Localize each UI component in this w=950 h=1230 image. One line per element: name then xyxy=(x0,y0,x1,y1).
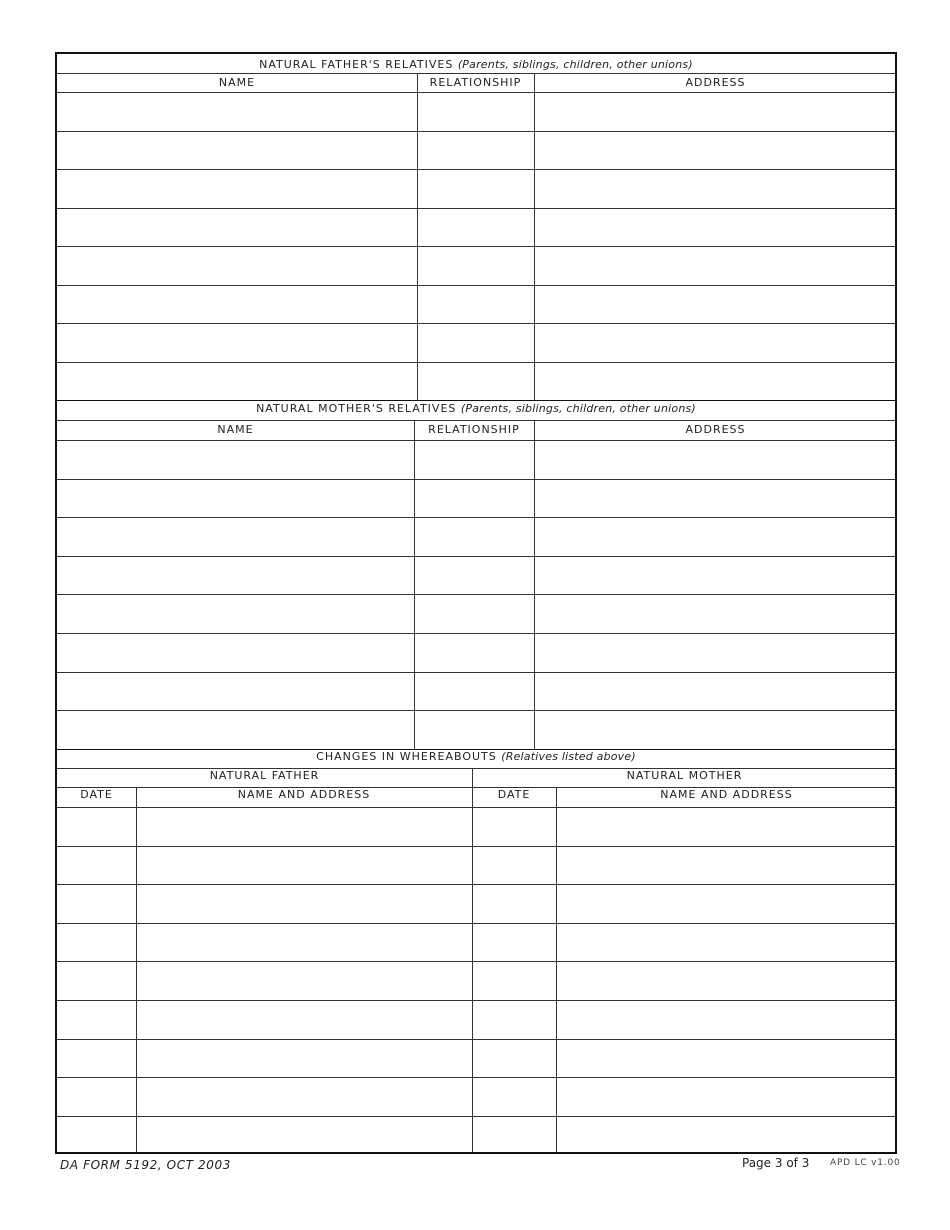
mother-change-name-address-1 xyxy=(557,808,896,845)
father-change-date-2 xyxy=(58,847,135,884)
father-relative-address-4-input[interactable] xyxy=(535,209,896,246)
father-relative-address-5 xyxy=(535,247,896,284)
father-col-date-header: DATE xyxy=(80,788,113,801)
father-relative-relationship-2-input[interactable] xyxy=(418,132,533,169)
mother-relative-name-4 xyxy=(58,557,413,594)
father-col-relationship-header: RELATIONSHIP xyxy=(429,76,522,89)
father-relative-relationship-3 xyxy=(418,170,533,207)
mother-relative-relationship-1 xyxy=(415,441,533,478)
father-change-name-address-9 xyxy=(137,1117,471,1151)
father-relative-address-4 xyxy=(535,209,896,246)
father-relative-name-6 xyxy=(58,286,416,323)
father-title-divider xyxy=(57,73,895,74)
mother-change-name-address-5 xyxy=(557,962,896,999)
mother-change-date-6 xyxy=(473,1001,555,1038)
mother-change-date-9-input[interactable] xyxy=(473,1117,555,1151)
mother-relative-name-2 xyxy=(58,480,413,517)
mother-col-date-header: DATE xyxy=(497,788,531,801)
father-change-name-address-2-input[interactable] xyxy=(137,847,471,884)
mother-change-name-address-7 xyxy=(557,1040,896,1077)
father-col-name-header: NAME xyxy=(218,76,256,89)
father-relative-name-5-input[interactable] xyxy=(58,247,416,284)
mother-relative-relationship-1-input[interactable] xyxy=(415,441,533,478)
mother-change-date-3 xyxy=(473,885,555,922)
changes-section-title xyxy=(57,748,895,766)
father-change-date-1-input[interactable] xyxy=(58,808,135,845)
mother-relative-relationship-5 xyxy=(415,595,533,632)
mother-relative-name-6 xyxy=(58,634,413,671)
mother-change-name-address-1-input[interactable] xyxy=(557,808,896,845)
mother-change-name-address-8 xyxy=(557,1078,896,1115)
father-change-name-address-3-input[interactable] xyxy=(137,885,471,922)
father-change-name-address-3 xyxy=(137,885,471,922)
father-relative-name-3 xyxy=(58,170,416,207)
changes-father-label: NATURAL FATHER xyxy=(209,769,320,782)
mother-section-title xyxy=(57,400,895,418)
father-relative-address-2-input[interactable] xyxy=(535,132,896,169)
mother-change-name-address-2-input[interactable] xyxy=(557,847,896,884)
form-version: APD LC v1.00 xyxy=(830,1158,901,1168)
father-change-name-address-2 xyxy=(137,847,471,884)
mother-relative-name-4-input[interactable] xyxy=(58,557,413,594)
mother-relative-name-5 xyxy=(58,595,413,632)
mother-change-date-2 xyxy=(473,847,555,884)
mother-relative-relationship-4 xyxy=(415,557,533,594)
mother-change-name-address-8-input[interactable] xyxy=(557,1078,896,1115)
mother-relative-address-3 xyxy=(535,518,896,555)
father-change-date-2-input[interactable] xyxy=(58,847,135,884)
father-change-date-7-input[interactable] xyxy=(58,1040,135,1077)
mother-relative-relationship-6-input[interactable] xyxy=(415,634,533,671)
mother-relative-relationship-8 xyxy=(415,711,533,748)
mother-relative-address-3-input[interactable] xyxy=(535,518,896,555)
mother-relative-name-8-input[interactable] xyxy=(58,711,413,748)
mother-change-name-address-5-input[interactable] xyxy=(557,962,896,999)
father-relative-address-8 xyxy=(535,363,896,400)
father-change-name-address-8 xyxy=(137,1078,471,1115)
father-relative-name-6-input[interactable] xyxy=(58,286,416,323)
father-relative-name-2 xyxy=(58,132,416,169)
father-section-title xyxy=(57,56,895,74)
mother-relative-address-1-input[interactable] xyxy=(535,441,896,478)
father-change-date-9-input[interactable] xyxy=(58,1117,135,1151)
changes-section-subtitle: (Relatives listed above) xyxy=(501,750,636,763)
father-change-date-3 xyxy=(58,885,135,922)
father-change-name-address-4 xyxy=(137,924,471,961)
father-change-date-8 xyxy=(58,1078,135,1115)
father-relative-name-4-input[interactable] xyxy=(58,209,416,246)
father-relative-relationship-4 xyxy=(418,209,533,246)
father-section-title-text: NATURAL FATHER'S RELATIVES xyxy=(259,58,454,71)
father-change-name-address-4-input[interactable] xyxy=(137,924,471,961)
father-relative-name-7 xyxy=(58,324,416,361)
mother-change-name-address-7-input[interactable] xyxy=(557,1040,896,1077)
father-relative-name-1-input[interactable] xyxy=(58,93,416,130)
mother-relative-address-2 xyxy=(535,480,896,517)
mother-change-name-address-6-input[interactable] xyxy=(557,1001,896,1038)
mother-change-date-4 xyxy=(473,924,555,961)
father-relative-name-4 xyxy=(58,209,416,246)
father-relative-name-8 xyxy=(58,363,416,400)
father-relative-name-3-input[interactable] xyxy=(58,170,416,207)
mother-change-name-address-6 xyxy=(557,1001,896,1038)
mother-change-name-address-3-input[interactable] xyxy=(557,885,896,922)
father-change-date-4 xyxy=(58,924,135,961)
mother-change-date-8 xyxy=(473,1078,555,1115)
father-relative-address-6-input[interactable] xyxy=(535,286,896,323)
mother-change-date-5-input[interactable] xyxy=(473,962,555,999)
father-relative-name-5 xyxy=(58,247,416,284)
mother-col-name-header: NAME xyxy=(217,423,254,436)
mother-change-date-7 xyxy=(473,1040,555,1077)
father-relative-address-6 xyxy=(535,286,896,323)
father-relative-address-3 xyxy=(535,170,896,207)
father-change-name-address-5 xyxy=(137,962,471,999)
form-identifier: DA FORM 5192, OCT 2003 xyxy=(60,1158,231,1172)
father-relative-name-8-input[interactable] xyxy=(58,363,416,400)
mother-relative-name-1-input[interactable] xyxy=(58,441,413,478)
mother-change-date-8-input[interactable] xyxy=(473,1078,555,1115)
mother-relative-name-8 xyxy=(58,711,413,748)
father-change-name-address-6-input[interactable] xyxy=(137,1001,471,1038)
mother-relative-name-7-input[interactable] xyxy=(58,673,413,710)
mother-section-title-text: NATURAL MOTHER'S RELATIVES xyxy=(256,402,457,415)
father-change-date-3-input[interactable] xyxy=(58,885,135,922)
father-section-subtitle: (Parents, siblings, children, other unions) xyxy=(457,58,693,71)
mother-relative-relationship-6 xyxy=(415,634,533,671)
father-relative-relationship-1 xyxy=(418,93,533,130)
mother-change-date-1 xyxy=(473,808,555,845)
father-relative-address-5-input[interactable] xyxy=(535,247,896,284)
father-relative-relationship-2 xyxy=(418,132,533,169)
father-change-date-5-input[interactable] xyxy=(58,962,135,999)
mother-relative-address-5 xyxy=(535,595,896,632)
father-relative-relationship-5-input[interactable] xyxy=(418,247,533,284)
changes-mother-label: NATURAL MOTHER xyxy=(626,769,743,782)
father-change-name-address-7-input[interactable] xyxy=(137,1040,471,1077)
father-relative-name-1 xyxy=(58,93,416,130)
mother-change-name-address-4-input[interactable] xyxy=(557,924,896,961)
mother-change-name-address-9 xyxy=(557,1117,896,1151)
mother-relative-name-3 xyxy=(58,518,413,555)
father-change-name-address-1 xyxy=(137,808,471,845)
mother-section-subtitle: (Parents, siblings, children, other unions) xyxy=(460,402,696,415)
mother-col-address-header: ADDRESS xyxy=(685,423,746,436)
mother-relative-address-2-input[interactable] xyxy=(535,480,896,517)
mother-title-divider xyxy=(57,420,895,421)
father-change-date-6-input[interactable] xyxy=(58,1001,135,1038)
father-col-address-header: ADDRESS xyxy=(685,76,746,89)
father-relative-address-7 xyxy=(535,324,896,361)
mother-relative-relationship-3 xyxy=(415,518,533,555)
father-relative-relationship-1-input[interactable] xyxy=(418,93,533,130)
father-relative-relationship-7 xyxy=(418,324,533,361)
father-relative-relationship-3-input[interactable] xyxy=(418,170,533,207)
mother-change-date-2-input[interactable] xyxy=(473,847,555,884)
changes-parent-divider xyxy=(57,787,895,788)
father-change-date-4-input[interactable] xyxy=(58,924,135,961)
mother-change-name-address-2 xyxy=(557,847,896,884)
mother-relative-address-1 xyxy=(535,441,896,478)
father-relative-address-1 xyxy=(535,93,896,130)
mother-change-date-4-input[interactable] xyxy=(473,924,555,961)
father-relative-address-8-input[interactable] xyxy=(535,363,896,400)
mother-col-relationship-header: RELATIONSHIP xyxy=(428,423,520,436)
father-change-date-8-input[interactable] xyxy=(58,1078,135,1115)
mother-relative-relationship-2-input[interactable] xyxy=(415,480,533,517)
changes-title-divider xyxy=(57,768,895,769)
mother-change-name-address-4 xyxy=(557,924,896,961)
mother-relative-relationship-2 xyxy=(415,480,533,517)
mother-relative-relationship-3-input[interactable] xyxy=(415,518,533,555)
mother-relative-name-6-input[interactable] xyxy=(58,634,413,671)
mother-relative-name-7 xyxy=(58,673,413,710)
father-relative-relationship-8-input[interactable] xyxy=(418,363,533,400)
mother-change-date-5 xyxy=(473,962,555,999)
father-change-date-7 xyxy=(58,1040,135,1077)
mother-relative-relationship-7-input[interactable] xyxy=(415,673,533,710)
mother-relative-address-7-input[interactable] xyxy=(535,673,896,710)
mother-change-date-6-input[interactable] xyxy=(473,1001,555,1038)
mother-relative-address-7 xyxy=(535,673,896,710)
father-change-name-address-7 xyxy=(137,1040,471,1077)
mother-row-divider xyxy=(57,749,895,750)
father-row-divider xyxy=(57,400,895,401)
da-form-5192-page-3 xyxy=(55,52,897,1154)
mother-relative-address-6 xyxy=(535,634,896,671)
mother-change-date-7-input[interactable] xyxy=(473,1040,555,1077)
father-relative-address-1-input[interactable] xyxy=(535,93,896,130)
mother-relative-address-8-input[interactable] xyxy=(535,711,896,748)
mother-relative-name-5-input[interactable] xyxy=(58,595,413,632)
mother-relative-name-2-input[interactable] xyxy=(58,480,413,517)
mother-relative-address-5-input[interactable] xyxy=(535,595,896,632)
father-relative-relationship-7-input[interactable] xyxy=(418,324,533,361)
mother-relative-address-4-input[interactable] xyxy=(535,557,896,594)
mother-relative-relationship-8-input[interactable] xyxy=(415,711,533,748)
father-change-date-6 xyxy=(58,1001,135,1038)
father-col-name-address-header: NAME AND ADDRESS xyxy=(237,788,371,801)
mother-relative-relationship-5-input[interactable] xyxy=(415,595,533,632)
father-relative-relationship-6 xyxy=(418,286,533,323)
father-relative-address-7-input[interactable] xyxy=(535,324,896,361)
mother-relative-address-6-input[interactable] xyxy=(535,634,896,671)
mother-relative-address-8 xyxy=(535,711,896,748)
father-relative-name-2-input[interactable] xyxy=(58,132,416,169)
father-relative-relationship-8 xyxy=(418,363,533,400)
mother-relative-relationship-7 xyxy=(415,673,533,710)
mother-change-name-address-3 xyxy=(557,885,896,922)
father-change-name-address-6 xyxy=(137,1001,471,1038)
father-relative-address-2 xyxy=(535,132,896,169)
mother-change-date-3-input[interactable] xyxy=(473,885,555,922)
mother-col-name-address-header: NAME AND ADDRESS xyxy=(660,788,793,801)
father-change-name-address-9-input[interactable] xyxy=(137,1117,471,1151)
father-relative-name-7-input[interactable] xyxy=(58,324,416,361)
father-change-date-9 xyxy=(58,1117,135,1151)
father-change-date-5 xyxy=(58,962,135,999)
father-relative-relationship-4-input[interactable] xyxy=(418,209,533,246)
page-number: Page 3 of 3 xyxy=(742,1156,810,1170)
father-change-date-1 xyxy=(58,808,135,845)
father-relative-address-3-input[interactable] xyxy=(535,170,896,207)
mother-change-date-1-input[interactable] xyxy=(473,808,555,845)
mother-change-date-9 xyxy=(473,1117,555,1151)
father-change-name-address-8-input[interactable] xyxy=(137,1078,471,1115)
changes-section-title-text: CHANGES IN WHEREABOUTS xyxy=(316,750,497,763)
father-relative-relationship-6-input[interactable] xyxy=(418,286,533,323)
mother-relative-relationship-4-input[interactable] xyxy=(415,557,533,594)
mother-relative-name-3-input[interactable] xyxy=(58,518,413,555)
mother-change-name-address-9-input[interactable] xyxy=(557,1117,896,1151)
father-relative-relationship-5 xyxy=(418,247,533,284)
mother-relative-address-4 xyxy=(535,557,896,594)
father-change-name-address-5-input[interactable] xyxy=(137,962,471,999)
father-change-name-address-1-input[interactable] xyxy=(137,808,471,845)
mother-relative-name-1 xyxy=(58,441,413,478)
